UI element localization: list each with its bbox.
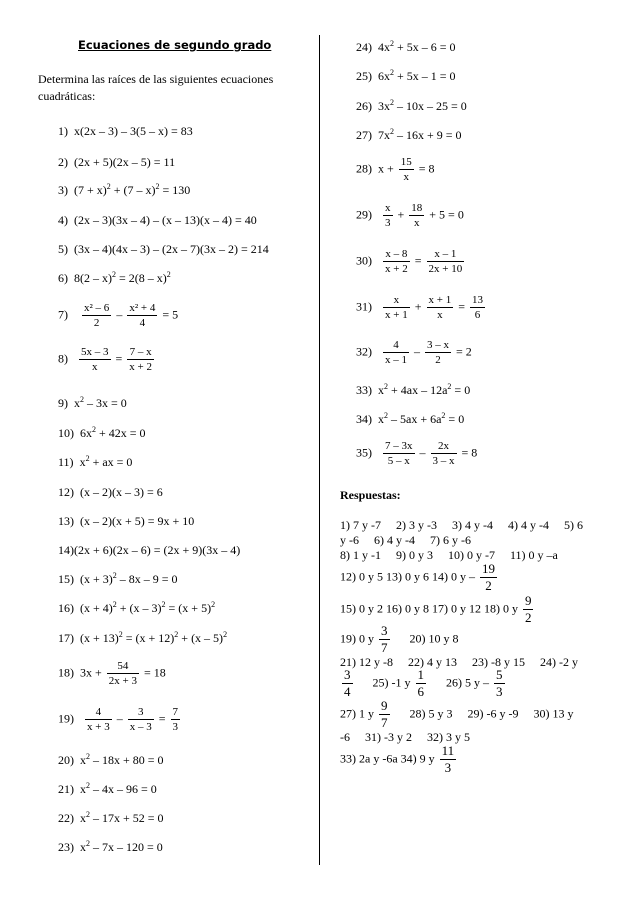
fraction <box>440 744 457 775</box>
fraction-denominator: x – 3 <box>129 721 152 733</box>
fraction <box>171 706 181 733</box>
fraction-numerator: x² + 4 <box>129 302 156 314</box>
fraction-numerator: x <box>385 202 391 214</box>
fraction-numerator: 18 <box>411 202 423 214</box>
answers-line-7: 21) 12 y -8 22) 4 y 13 23) -8 y 15 24) -2 y <box>340 655 578 669</box>
equation-2: 2) (2x + 5)(2x – 5) = 11 <box>58 155 176 169</box>
equation-7: 7) $\frac{\text{x² – 6}}{2}$ – $\frac{\text{x² + 4}}{4}$ = 5 <box>58 302 179 329</box>
fraction-denominator: 3 <box>444 760 452 775</box>
equation-34: 34) $x^2 - 5ax + 6a^2 = 0$ <box>356 411 465 426</box>
fraction-denominator: 7 <box>381 715 388 730</box>
fraction <box>399 156 414 183</box>
fraction-denominator: x + 2 <box>385 263 408 275</box>
fraction-denominator: 2x + 10 <box>428 263 463 275</box>
fraction-denominator: 2 <box>485 578 492 593</box>
fraction-numerator: 4 <box>85 706 112 720</box>
equation-35: 35) $\frac{7 - 3x}{5 - x}$ – $\frac{2x}{3 - x}$ = 8 <box>356 440 478 467</box>
fraction-denominator: 3 <box>496 684 503 699</box>
fraction <box>383 339 409 366</box>
fraction-numerator: 7 – 3x <box>385 440 413 452</box>
answers-line-9: 27) 1 y $\frac{9}{7}$ 28) 5 y 3 29) -6 y -9 30) 13 y <box>340 698 574 730</box>
fraction-numerator: 3 <box>344 667 351 682</box>
equation-30: 30) $\frac{x - 8}{x + 2}$ = $\frac{x - 1}{2x + 10}$ <box>356 248 463 275</box>
answers-line-2: y -6 6) 4 y -4 7) 6 y -6 <box>340 533 471 547</box>
fraction <box>470 294 485 321</box>
equation-17: 17) $(x + 13)^2 = (x + 12)^2 + (x - 5)^2$ <box>58 630 228 645</box>
fraction <box>416 668 427 699</box>
fraction <box>494 668 505 699</box>
equation-9: 9) $x^2 - 3x = 0$ <box>58 395 127 410</box>
fraction-numerator: 7 – x <box>127 346 154 360</box>
equation-29: 29) $\frac{x}{3}$ + $\frac{18}{x}$ + 5 = 0 <box>356 202 464 229</box>
column-divider <box>319 35 320 865</box>
fraction-numerator: 9 <box>524 593 532 608</box>
fraction <box>427 248 465 275</box>
fraction <box>383 202 393 229</box>
fraction <box>128 706 154 733</box>
answers-line-3: 8) 1 y -1 9) 0 y 3 10) 0 y -7 11) 0 y –a <box>340 548 558 562</box>
fraction-denominator: 6 <box>474 309 481 321</box>
fraction-numerator: 1 <box>417 667 424 682</box>
fraction-denominator: x + 3 <box>87 721 110 733</box>
fraction-numerator: 3 <box>128 706 154 720</box>
fraction <box>425 339 451 366</box>
fraction <box>523 594 534 625</box>
equation-19: 19) $\frac{4}{x + 3}$ – $\frac{3}{x - 3}$ = $\frac{7}{3}$ <box>58 706 178 733</box>
fraction <box>383 440 415 467</box>
fraction-denominator: 5 – x <box>387 455 410 467</box>
answers-line-5: 15) 0 y 2 16) 0 y 8 17) 0 y 12 18) 0 y $\frac{9}{2}$ <box>340 593 532 625</box>
fraction <box>379 699 390 730</box>
equation-26: 26) $3x^2 - 10x - 25 = 0$ <box>356 98 467 113</box>
fraction-denominator: 2 <box>435 354 441 366</box>
fraction <box>127 302 157 329</box>
fraction <box>427 294 454 321</box>
fraction <box>85 706 112 733</box>
equation-3: 3) $(7 + x)^2 + (7 - x)^2 = 130$ <box>58 182 191 197</box>
fraction-numerator: x + 1 <box>428 294 452 306</box>
equation-15: 15) $(x + 3)^2 - 8x - 9 = 0$ <box>58 571 178 586</box>
fraction-numerator: 15 <box>400 156 412 168</box>
fraction-denominator: 3 <box>385 217 391 229</box>
fraction <box>383 294 410 321</box>
fraction-denominator: 2 <box>93 317 100 329</box>
fraction-denominator: 2x + 3 <box>108 675 137 687</box>
equation-14: 14)(2x + 6)(2x – 6) = (2x + 9)(3x – 4) <box>58 543 241 557</box>
equation-1: 1) x(2x – 3) – 3(5 – x) = 83 <box>58 124 193 138</box>
fraction-numerator: 9 <box>381 698 388 713</box>
fraction-denominator: x <box>437 309 443 321</box>
equation-22: 22) $x^2 - 17x + 52 = 0$ <box>58 810 164 825</box>
fraction-numerator: 5x – 3 <box>81 346 109 358</box>
fraction-denominator: 2 <box>524 610 532 625</box>
fraction-denominator: x <box>403 171 410 183</box>
fraction-numerator: 11 <box>441 743 455 758</box>
fraction-numerator: 3 – x <box>427 339 449 351</box>
fraction-denominator: 4 <box>139 317 146 329</box>
fraction-denominator: 3 – x <box>432 455 455 467</box>
fraction <box>480 562 497 593</box>
answers-line-1: 1) 7 y -7 2) 3 y -3 3) 4 y -4 4) 4 y -4 5) 6 <box>340 518 583 532</box>
fraction <box>79 346 111 373</box>
equation-8: 8) $\frac{5x - 3}{x}$ = $\frac{7 - x}{x + 2}$ <box>58 346 152 373</box>
equation-32: 32) $\frac{4}{x - 1}$ – $\frac{3 - x}{2}$ = 2 <box>356 339 472 366</box>
fraction-numerator: x – 1 <box>427 248 465 262</box>
answers-line-4: 12) 0 y 5 13) 0 y 6 14) 0 y – $\frac{19}{2}$ <box>340 561 495 593</box>
equation-12: 12) (x – 2)(x – 3) = 6 <box>58 485 163 499</box>
fraction-denominator: x + 2 <box>129 361 152 373</box>
fraction <box>431 440 457 467</box>
page-title: Ecuaciones de segundo grado <box>78 38 272 52</box>
answers-heading: Respuestas: <box>340 488 401 502</box>
fraction-numerator: 5 <box>496 667 503 682</box>
fraction-numerator: 2x <box>431 440 457 454</box>
equation-20: 20) $x^2 - 18x + 80 = 0$ <box>58 752 164 767</box>
equation-5: 5) (3x – 4)(4x – 3) – (2x – 7)(3x – 2) = 214 <box>58 242 269 256</box>
fraction <box>409 202 424 229</box>
equation-24: 24) $4x^2 + 5x - 6 = 0$ <box>356 39 456 54</box>
fraction <box>379 624 390 655</box>
equation-21: 21) $x^2 - 4x - 96 = 0$ <box>58 781 157 796</box>
answers-line-10: -6 31) -3 y 2 32) 3 y 5 <box>340 730 470 744</box>
equation-33: 33) $x^2 + 4ax - 12a^2 = 0$ <box>356 382 471 397</box>
fraction-numerator: 13 <box>472 294 483 306</box>
fraction-denominator: x <box>414 217 420 229</box>
fraction-numerator: 3 <box>381 623 388 638</box>
fraction-denominator: 3 <box>172 721 178 733</box>
fraction-numerator: 54 <box>107 660 139 674</box>
equation-23: 23) $x^2 - 7x - 120 = 0$ <box>58 839 163 854</box>
equation-6: 6) 8(2 – x)$^2$ = 2(8 – x)$^2$ <box>58 270 171 285</box>
equation-31: 31) $\frac{x}{x + 1}$ + $\frac{x + 1}{x}$ = $\frac{13}{6}$ <box>356 294 483 321</box>
equation-28: 28) x + $\frac{15}{x}$ = 8 <box>356 156 435 183</box>
fraction-numerator: x <box>383 294 410 308</box>
equation-25: 25) $6x^2 + 5x - 1 = 0$ <box>356 68 456 83</box>
fraction-numerator: 4 <box>383 339 409 353</box>
fraction-denominator: 7 <box>381 640 388 655</box>
fraction-numerator: 7 <box>172 706 178 718</box>
fraction-denominator: x – 1 <box>385 354 407 366</box>
answers-line-6: 19) 0 y $\frac{3}{7}$ 20) 10 y 8 <box>340 623 459 655</box>
equation-18: 18) 3x + $\frac{54}{2x + 3}$ = 18 <box>58 660 166 687</box>
equation-13: 13) (x – 2)(x + 5) = 9x + 10 <box>58 514 195 528</box>
fraction-numerator: 19 <box>482 561 495 576</box>
fraction-denominator: 4 <box>344 684 351 699</box>
intro-text: Determina las raíces de las siguientes ecuaciones cuadráticas: <box>38 72 274 103</box>
fraction <box>127 346 154 373</box>
answers-line-8: $\frac{3}{4}$ 25) -1 y $\frac{1}{6}$ 26) 5 y – $\frac{5}{3}$ <box>344 667 503 699</box>
fraction <box>383 248 410 275</box>
equation-11: 11) $x^2$ + ax = 0 <box>58 454 133 469</box>
answers-line-11: 33) 2a y -6a 34) 9 y $\frac{11}{3}$ <box>340 743 455 775</box>
equation-27: 27) $7x^2 - 16x + 9 = 0$ <box>356 127 462 142</box>
fraction-denominator: x <box>92 361 98 373</box>
fraction <box>342 668 353 699</box>
fraction-numerator: x – 8 <box>383 248 410 262</box>
equation-10: 10) $6x^2 + 42x = 0$ <box>58 425 146 440</box>
fraction-denominator: x + 1 <box>385 309 408 321</box>
fraction <box>107 660 139 687</box>
fraction-denominator: 6 <box>417 684 424 699</box>
equation-4: 4) (2x – 3)(3x – 4) – (x – 13)(x – 4) = 40 <box>58 213 257 227</box>
fraction <box>82 302 111 329</box>
fraction-numerator: x² – 6 <box>84 302 110 314</box>
equation-16: 16) $(x + 4)^2 + (x - 3)^2 = (x + 5)^2$ <box>58 600 216 615</box>
